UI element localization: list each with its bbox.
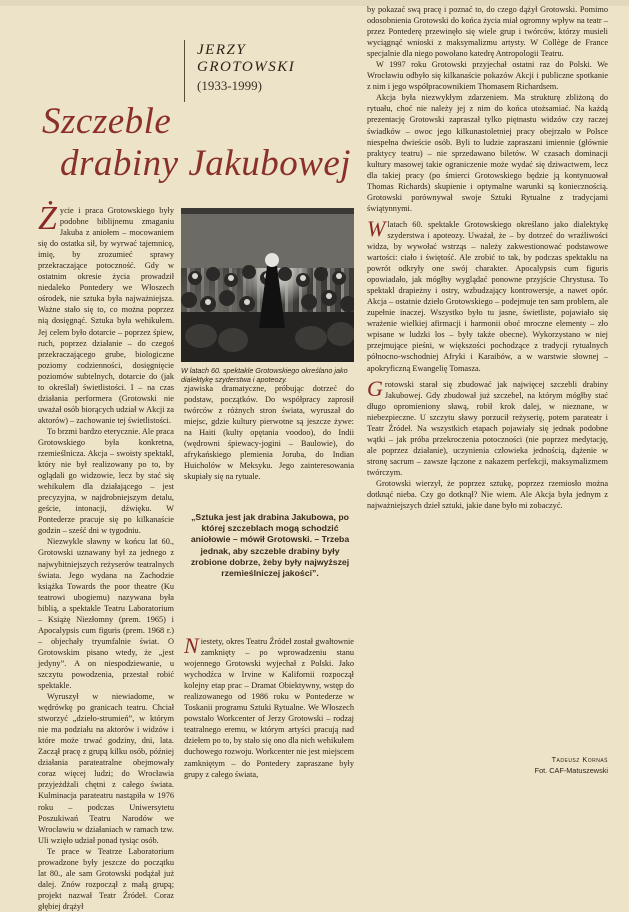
column-3 xyxy=(367,4,608,511)
col3-paragraph-3: Akcja była niezwykłym zdarzeniem. Ma strukturę zbliżoną do rytuału, choć nie należy jej z nim do końca utożsamiać. Na każdą prezentację Grotowski zapraszał tylko piętnastu widzów czy raczej świadków – owoc jego kilkunastoletniej pracy obejrzało w Polsce niespełna dwieście osób. Byli to ludzie zapraszani imiennie (głównie praktycy teatru) – nie sprzedawano biletów. W czasach dominacji kultury masowej takie ograniczenie może wydać się dziwactwem, lecz dla takiej pracy (po śmierci Grotowskiego będzie ją kontynuował Thomas Richards) skupienie i optymalne warunki są koniecznością. Grotowski porównywał swoje Sztuki Rytualne z tradycjami świątynnymi. xyxy=(367,93,608,213)
drop-cap: N xyxy=(184,633,199,658)
col3-paragraph-4: Wlatach 60. spektakle Grotowskiego określano jako dialektykę szyderstwa i apoteozy. Uważał, że – by dotrzeć do wrażliwości widza, by wywołać wstrząs – należy zakwestionować podstawowe wartości: ciało i świętość. Ale zrobić to tak, by podczas spektaklu na powrót odkryły one swój charakter. Apocalypsis cum figuris opowiadało, jak mógłby wyglądać ponowne przyjście Chrystusa. To spektakl drapieżny i ostry, wzbudzający kontrowersje, a nawet opór. Akcja – ostatnie dzieło Grotowskiego – podejmuje ten sam problem, ale zupełnie inaczej. Wszystko było tu jasne, świetliste, pojawiało się wrażenie wielkiej afirmacji i harmonii oboć mroczne elementy – zło wpisane w ludzki los – były także obecne). Wykorzystano w niej przejmujące pieśni, w większości pochodzące z tradycji rytualnych północno-wschodniej Afryki i Karaibów, a w warstwie słownej – apokryficzną Ewangelię Tomasza. xyxy=(367,215,608,373)
pull-quote: „Sztuka jest jak drabina Jakubowa, po której szczeblach mogą schodzić aniołowie – mówił Grotowski. – Trzeba jednak, aby szczeble drabiny były zrobione dobrze, żeby były najwyższej rzemieślniczej jakości”. xyxy=(190,512,350,579)
credit-photo: Fot. CAF-Matuszewski xyxy=(534,766,608,775)
col3-paragraph-1: by pokazać swą pracę i poznać to, do czego dążył Grotowski. Pomimo odosobnienia Grotowski do końca życia miał ogromny wpływ na teatr – przez Pontederę przewinęło się wiele grup i twórców, którzy musieli wyciągnąć wnioski z maksymalizmu artysty. W Collège de France specjalnie dla niego powołano katedrę Antropologii Teatru. xyxy=(367,5,608,59)
theatre-photo xyxy=(181,208,354,362)
col3-paragraph-6: Grotowski wierzył, że poprzez sztukę, poprzez rzemiosło można dotknąć nieba. Czy go dotknął? Nie wiem. Ale Akcja była jednym z najważniejszych dzieł sztuki, jakie dane było mi zobaczyć. xyxy=(367,478,608,511)
credit-author: Tadeusz Kornaś xyxy=(551,755,608,764)
column-2 xyxy=(184,383,354,482)
column-2-lower xyxy=(184,633,354,780)
col1-paragraph-3: Niezwykle sławny w końcu lat 60., Grotowski uznawany był za jednego z najwybitniejszych reżyserów teatralnych świata. Jego wydana na Zachodzie książka Towards the poor theatre (Ku teatrowi ubogiemu) nazywana była biblią, a spektakle Teatru Laboratorium – Książę Niezłomny (prem. 1965) i Apocalypsis cum figuris (prem. 1968 r.) – objechały tryumfalnie świat. O Grotowskim pisano wtedy, że „jest jedyny”. A on niespodziewanie, u szczytu powodzenia, przestał robić spektakle. xyxy=(38,537,174,691)
col3-paragraph-2: W 1997 roku Grotowski przyjechał ostatni raz do Polski. We Wrocławiu odbyło się kilkanaście pokazów Akcji i publiczne spotkanie z nim i jego współpracownikiem Thomasem Richardsem. xyxy=(367,60,608,92)
col1-paragraph-2: To brzmi bardzo eterycznie. Ale praca Grotowskiego była konkretna, rzemieślnicza. Akcja – swoisty spektakl, który nie był realizowany po to, by oglądali go widzowie, lecz by stać się wehikułem dla działającego – jest precyzyjna, w najdrobniejszym detalu, geście, intonacji, dźwięku. W Pontederze pracuje się po kilkanaście godzin – sześć dni w tygodniu. xyxy=(38,426,174,536)
col1-paragraph-4: Wyruszył w niewiadome, w wędrówkę po granicach teatru. Chciał stworzyć „dzieło-strumień”, w którym nie ma podziału na aktorów i widzów i które może trwać godziny, dni, lata. Zaczął pracę z grupą kilku osób, później działania parateatralne obejmowały coraz więcej ludzi; do Wrocławia przyjeżdżali chętni z całego świata. Kulminacja parateatru nastąpiła w 1976 roku – podczas Uniwersytetu Poszukiwań Teatru Narodów we Wrocławiu w działaniach w ramach tzw. Uli wzięło udział ponad tysiąc osób. xyxy=(38,692,174,845)
drop-cap: W xyxy=(367,215,386,241)
article-title-line-1: Szczeble xyxy=(42,101,172,142)
col1-paragraph-1: Życie i praca Grotowskiego były podobne biblijnemu zmaganiu Jakuba z aniołem – mocowaniem się do ostatka sił, by wyrwać tajemnicę, imię, by zrozumieć sprawy przekraczające potoczność. Gdy w ostatnim okresie życia prowadził niedaleko Pontedery we Włoszech ośrodek, nie sztuka była najważniejsza. Ważne stało się to, co można poprzez nią dosięgnąć. Sztuka była wehikułem. Jej celem było dotarcie – poprzez śpiew, ruch, poprzez działanie – do czegoś przekraczającego grube, biologiczne poziomy codzienności, dosięgnięcie poziomów subtelnych, dotarcie do (jak to określał) świetlistości. I – na czas działania performera (Grotowski nie uważał osób biorących udział w Akcji za aktorów) – zachowanie tej świetlistości. xyxy=(38,200,174,425)
author-years: (1933-1999) xyxy=(197,78,262,93)
drop-cap: G xyxy=(367,375,383,401)
photo-crowd-illustration xyxy=(181,208,354,362)
photo-caption: W latach 60. spektakle Grotowskiego określano jako dialektykę szyderstwa i apoteozy. xyxy=(181,366,348,384)
column-1 xyxy=(38,200,174,912)
col2-paragraph-1: zjawiska dramatyczne, próbując dotrzeć do podstaw, początków. Do współpracy zaprosił twórców z różnych stron świata, wyruszał do miejsc, gdzie kultury pierwotne są jeszcze żywe: na Haiti (kulty opętania voodoo), do Indii (wędrowni śpiewacy-jogini – Baulowie), do afrykańskiego plemienia Joruba, do Indian Huicholów w Meksyku. Jego zainteresowania skupiały się na rytuale. xyxy=(184,384,354,482)
article-title-line-2: drabiny Jakubowej xyxy=(60,143,352,184)
drop-cap: Ż xyxy=(38,200,57,237)
article-credit xyxy=(480,754,608,776)
author-header xyxy=(184,40,315,102)
col3-paragraph-5: Grotowski starał się zbudować jak najwięcej szczebli drabiny Jakubowej. Gdy zbudował już szczebel, na którym mógłby stać długo opromieniony sławą, robił krok dalej, w nieznane, w niebezpieczne. U szczytu sławy porzucił reżyserię, potem parateatr i Teatr Źródeł. Na wszystkich etapach pojawiały się jednak podobne wątki – jak próba przekroczenia potoczności (nie poprzez medytację, ale poprzez działanie), uczynienia człowieka jednością, dążenie w stronę sacrum – zawsze łączone z nakazem perfekcji, maksymalizmem twórczym. xyxy=(367,375,608,477)
col1-paragraph-5: Te prace w Teatrze Laboratorium prowadzone były jeszcze do początku lat 80., ale sam Grotowski podążał już dalej. Znów rozpoczął z małą grupą; projekt nazwał Teatr Źródeł. Coraz głębiej drążył xyxy=(38,846,174,911)
author-name: JERZY GROTOWSKI xyxy=(197,42,296,75)
col2-paragraph-2: Niestety, okres Teatru Źródeł został gwałtownie zamknięty – po wprowadzeniu stanu wojennego Grotowski wyjechał z Polski. Jako wychodźca w Irvine w Kalifornii rozpoczął kolejny etap prac – Dramat Obiektywny, wstęp do realizowanego od 1986 roku w Pontederze w Toskanii programu Sztuki Rytualne. We Włoszech powstało Workcenter of Jerzy Grotowski – rodzaj teatralnego eremu, w którym artyści pracują nad dziełem po to, by stało się ono dla nich wehikułem duchowego rozwoju. Workcenter nie jest miejscem zamkniętym – do Pontedery zapraszane były grupy z całego świata, xyxy=(184,633,354,779)
